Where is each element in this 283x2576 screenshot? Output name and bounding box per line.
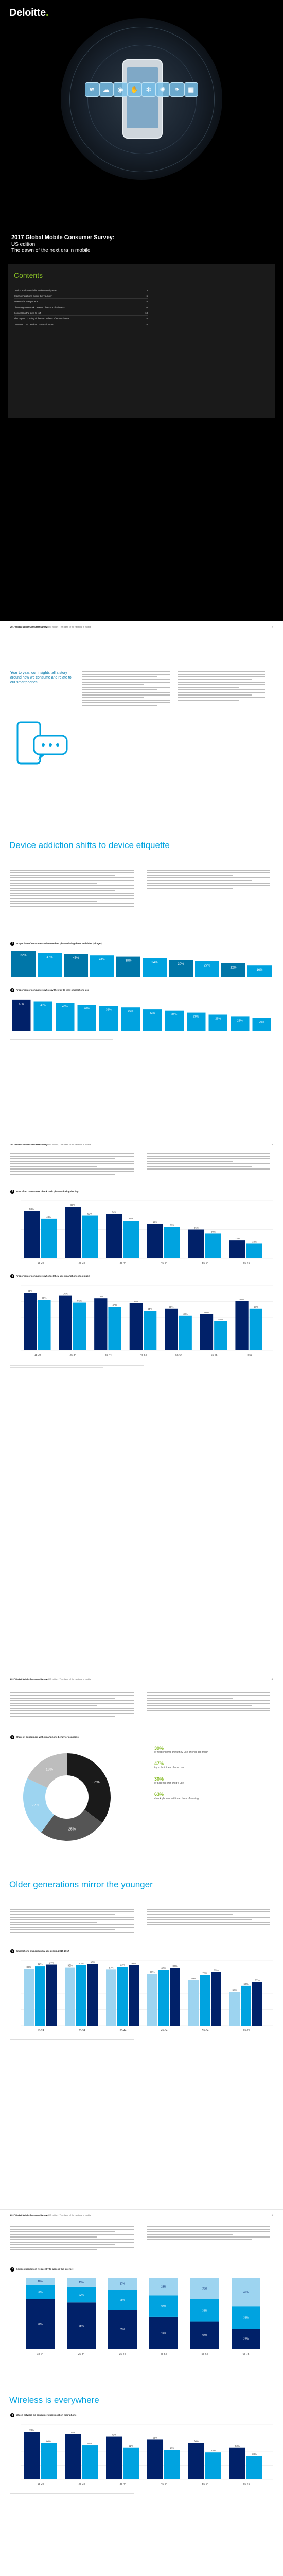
fig5-slice-label: 35% (92, 1781, 100, 1785)
fig8-category-label: 45-54 (161, 2483, 168, 2486)
fig2-value-label: 20% (259, 1021, 265, 1024)
fig6-category-label: 65-75 (243, 2029, 250, 2032)
toc-item-page: 15 (145, 317, 148, 320)
toc-item-page: 8 (146, 300, 148, 303)
fig7-segment-label: 65% (78, 2325, 84, 2328)
section-title-older-generations: Older generations mirror the younger (9, 1879, 153, 1889)
fig4-bar (130, 1303, 143, 1350)
fig7-segment-label: 30% (161, 2305, 167, 2309)
running-header: 2017 Global Mobile Consumer Survey: US edition | The dawn of the next era in mobile (10, 2214, 92, 2216)
toc-item[interactable] (14, 316, 148, 321)
body-text-col-1 (10, 1152, 134, 1176)
toc-item-label: The beyond coming of the second era of smartphones (14, 317, 69, 320)
table-of-contents (14, 287, 148, 327)
fig3-bar (229, 1240, 245, 1258)
figure-4-chart (10, 1281, 273, 1359)
figure-7-title: 7 Devices used most frequently to access the internet (10, 2267, 73, 2272)
fig5-stat-label: check phones within an hour of waking (154, 1797, 199, 1800)
fig8-bar (164, 2450, 180, 2479)
fig3-bar (82, 1216, 98, 1258)
section-title-wireless: Wireless is everywhere (9, 2395, 99, 2405)
section-title-device-addiction: Device addiction shifts to device etiquette (9, 840, 170, 850)
fig4-bar (179, 1316, 192, 1350)
fig8-bar (188, 2443, 204, 2479)
camera-icon: ◉ (113, 82, 128, 97)
fig4-value-label: 50% (204, 1311, 209, 1314)
fig6-bar (158, 1970, 169, 2026)
figure-1-chart (10, 948, 273, 979)
fig5-stat (154, 1761, 268, 1769)
fig6-value-label: 52% (232, 1989, 237, 1992)
fig6-value-label: 91% (120, 1963, 125, 1967)
fig6-bar (229, 1992, 240, 2026)
fig3-value-label: 52% (87, 1212, 93, 1215)
fig5-stat-value: 39% (154, 1745, 164, 1751)
fig7-segment-label: 17% (119, 2282, 126, 2286)
fig3-bar (188, 1230, 204, 1259)
fig8-bar (24, 2432, 40, 2479)
fig5-donut-slice (67, 1753, 111, 1823)
fig6-value-label: 87% (109, 1966, 114, 1969)
fig4-value-label: 48% (183, 1312, 188, 1315)
fig5-stat (154, 1745, 268, 1754)
fig5-stat-value: 47% (154, 1761, 164, 1766)
fig6-value-label: 62% (243, 1982, 249, 1985)
body-text-col-2 (178, 670, 265, 702)
fig7-segment-label: 25% (161, 2285, 167, 2289)
cover-subtitle: The dawn of the next era in mobile (11, 248, 91, 253)
body-text-col-1b (10, 1908, 134, 1935)
fig7-segment-label: 22% (78, 2294, 84, 2297)
fig4-value-label: 70% (42, 1297, 47, 1299)
fig5-slice-label: 22% (31, 1803, 39, 1807)
link-icon: ⚭ (170, 82, 184, 97)
fig7-category-label: 18-24 (37, 2353, 44, 2356)
wifi-icon: ≋ (85, 82, 99, 97)
fig6-bar (211, 1972, 221, 2026)
fig4-category-label: 65-75 (210, 1354, 218, 1357)
fig4-bar (235, 1301, 248, 1350)
fig3-value-label: 38% (169, 1224, 175, 1227)
toc-item-label: Choosing a network: Down to the core of wireless (14, 306, 65, 309)
bubble-tail (38, 754, 45, 760)
fig3-value-label: 30% (210, 1230, 216, 1233)
figure-5-donut (15, 1745, 118, 1849)
fig8-value-label: 60% (46, 2439, 51, 2443)
toc-item-label: Wireless is everywhere (14, 300, 38, 303)
fig3-value-label: 42% (152, 1221, 158, 1224)
fig2-value-label: 33% (149, 1012, 155, 1015)
fig4-value-label: 55% (148, 1308, 153, 1310)
fig3-bar (123, 1221, 139, 1258)
fig1-value-label: 52% (20, 954, 27, 957)
fig6-value-label: 90% (67, 1964, 73, 1967)
fig8-value-label: 52% (128, 2444, 134, 2447)
body-text-col-1 (82, 670, 170, 707)
toc-item[interactable] (14, 304, 148, 310)
bubble-dot (49, 743, 52, 747)
figure-8-title: 8 Which network do consumers use most on their phone (10, 2413, 77, 2417)
fig7-category-label: 55-64 (201, 2353, 208, 2356)
fig6-bar (188, 1980, 199, 2026)
running-header: 2017 Global Mobile Consumer Survey: US edition | The dawn of the next era in mobile (10, 1143, 92, 1146)
fig6-category-label: 25-34 (78, 2029, 85, 2032)
fig8-value-label: 48% (169, 2447, 175, 2450)
report-page-2 (0, 621, 283, 1139)
toc-item-label: Connecting the dots to IoT (14, 311, 41, 314)
fig3-bar (205, 1233, 221, 1258)
body-text-col-1 (10, 2225, 134, 2252)
fig6-bar (241, 1986, 251, 2026)
fig1-value-label: 45% (73, 957, 79, 960)
toc-item-page: 18 (145, 323, 148, 326)
fig2-value-label: 47% (18, 1002, 24, 1006)
figure-2-chart (10, 995, 273, 1034)
fig4-bar (73, 1303, 86, 1350)
fig4-bar (200, 1314, 213, 1350)
toc-item-label: Contacts: The Deloitte US contributors (14, 323, 54, 326)
figure-1-title: 1 Proportion of consumers who use their phone during these activities (all ages) (10, 942, 102, 946)
fig2-value-label: 28% (193, 1015, 199, 1019)
body-text-col-1 (10, 1691, 134, 1718)
fig4-bar (214, 1321, 227, 1350)
toc-item-page: 3 (146, 289, 148, 292)
fig5-slice-label: 18% (45, 1768, 53, 1772)
fig5-stat (154, 1792, 268, 1800)
fig4-value-label: 68% (239, 1298, 244, 1301)
report-page-4 (0, 1673, 283, 2209)
fig8-category-label: 65-75 (243, 2483, 250, 2486)
fig4-category-label: 45-54 (140, 1354, 147, 1357)
toc-item[interactable] (14, 321, 148, 327)
fig5-stat (154, 1776, 268, 1785)
fig3-bar (24, 1211, 40, 1258)
figure-8-chart (10, 2420, 273, 2487)
fig8-value-label: 60% (193, 2439, 199, 2443)
deloitte-logo: Deloitte. (9, 7, 49, 19)
fig5-stat-label: of respondents think they use phones too much (154, 1751, 209, 1754)
page-number: 2 (271, 625, 273, 628)
fig7-segment-label: 32% (243, 2316, 249, 2320)
fig7-segment-label: 70% (37, 2323, 43, 2326)
fig8-value-label: 74% (70, 2431, 76, 2434)
fig2-value-label: 45% (40, 1004, 46, 1007)
fig8-value-label: 65% (152, 2436, 158, 2439)
fig4-category-label: Total (246, 1354, 252, 1357)
fig3-value-label: 54% (111, 1211, 117, 1214)
fig6-bar (35, 1966, 45, 2026)
fig6-value-label: 86% (161, 1967, 166, 1970)
toc-item[interactable] (14, 293, 148, 299)
fig1-bar (221, 963, 245, 977)
fig6-value-label: 67% (255, 1979, 260, 1982)
toc-item[interactable] (14, 287, 148, 293)
fig6-bar (87, 1964, 98, 2026)
running-header: 2017 Global Mobile Consumer Survey: US edition | The dawn of the next era in mobile (10, 625, 92, 628)
fig2-value-label: 40% (84, 1007, 90, 1010)
figure-7-chart (10, 2275, 273, 2357)
fig6-bar (200, 1975, 210, 2026)
toc-item-page: 10 (145, 306, 148, 309)
fig5-slice-label: 25% (68, 1827, 76, 1832)
figure-3-chart (10, 1197, 273, 1266)
fig7-segment-label: 45% (161, 2331, 167, 2335)
fig2-value-label: 25% (215, 1017, 221, 1021)
fig8-category-label: 55-64 (202, 2483, 209, 2486)
fig8-bar (41, 2443, 57, 2479)
contents-box (8, 264, 275, 418)
fig7-category-label: 65-75 (242, 2353, 250, 2356)
fig6-category-label: 45-54 (161, 2029, 168, 2032)
fig7-segment-label: 28% (119, 2298, 126, 2302)
body-text-col-2 (147, 1152, 270, 1171)
fig3-value-label: 58% (29, 1208, 34, 1211)
fig8-category-label: 18-24 (37, 2483, 44, 2486)
fig4-bar (94, 1298, 107, 1350)
fig3-bar (246, 1243, 262, 1258)
figure-8-note (10, 2492, 134, 2496)
cover-edition: US edition (11, 242, 36, 247)
fig6-bar (106, 1969, 116, 2026)
fig2-bar (253, 1018, 272, 1031)
fig4-value-label: 72% (98, 1295, 103, 1298)
fig7-segment-label: 30% (202, 2287, 208, 2291)
body-text-col-2 (147, 2225, 270, 2242)
fig3-value-label: 35% (193, 1226, 199, 1229)
fig8-category-label: 35-44 (119, 2483, 127, 2486)
fig5-stat-value: 30% (154, 1776, 164, 1782)
fig2-value-label: 31% (171, 1013, 178, 1016)
fig7-segment-label: 55% (119, 2328, 126, 2332)
fig8-bar (123, 2448, 139, 2479)
fig3-value-label: 63% (70, 1204, 76, 1207)
fig6-bar (252, 1982, 262, 2026)
grid-icon: ▦ (184, 82, 199, 97)
fig4-category-label: 18-24 (34, 1354, 41, 1357)
fig8-value-label: 38% (252, 2453, 257, 2456)
figure-5-stats (154, 1745, 268, 1807)
chat-phone-illustration (14, 719, 76, 776)
fig6-bar (117, 1967, 128, 2026)
fig3-bar (41, 1219, 57, 1258)
fig3-category-label: 18-24 (37, 1262, 44, 1265)
cover-icon-row (85, 82, 198, 99)
fig7-segment-label: 40% (243, 2291, 249, 2294)
fig4-value-label: 58% (169, 1305, 174, 1308)
body-text-col-1b (10, 869, 134, 908)
fig3-category-label: 35-44 (119, 1262, 127, 1265)
figure-6-note (10, 2038, 134, 2042)
fig6-value-label: 78% (202, 1972, 207, 1975)
fig8-bar (205, 2452, 221, 2479)
fig2-value-label: 22% (237, 1019, 243, 1023)
fig6-value-label: 94% (49, 1961, 54, 1964)
fig6-value-label: 83% (214, 1969, 219, 1972)
bubble-dot (42, 743, 45, 747)
fig4-bar (165, 1309, 178, 1350)
fig3-category-label: 45-54 (161, 1262, 168, 1265)
fig1-value-label: 27% (204, 964, 210, 968)
fig8-value-label: 44% (210, 2449, 216, 2452)
page-number: 5 (271, 2214, 273, 2216)
fig6-value-label: 93% (131, 1962, 136, 1965)
fig4-value-label: 60% (112, 1304, 117, 1307)
intro-quote: Year to year, our insights tell a story around how we consume and relate to our smartphones. (10, 671, 72, 684)
figure-6-chart (10, 1957, 273, 2034)
fig3-bar (164, 1227, 180, 1258)
fig8-category-label: 25-34 (78, 2483, 85, 2486)
fig4-category-label: 35-44 (105, 1354, 112, 1357)
fig8-bar (106, 2437, 122, 2479)
fig6-value-label: 88% (26, 1965, 31, 1969)
fig4-value-label: 65% (133, 1300, 138, 1303)
fig4-bar (24, 1293, 37, 1350)
fig3-category-label: 65-75 (243, 1262, 250, 1265)
fig4-value-label: 40% (218, 1318, 223, 1321)
fig6-value-label: 80% (150, 1971, 155, 1974)
fig4-value-label: 80% (28, 1290, 33, 1292)
figure-5-title: 5 Share of consumers with smartphone behavior concerns (10, 1735, 79, 1739)
fig6-category-label: 18-24 (37, 2029, 44, 2032)
fig1-bar (195, 961, 219, 977)
fig4-value-label: 66% (77, 1299, 82, 1302)
fig4-bar (108, 1307, 121, 1350)
fig6-bar (129, 1965, 139, 2026)
fig6-bar (24, 1969, 34, 2026)
fig7-segment-label: 32% (202, 2309, 208, 2313)
body-text-col-2 (147, 1691, 270, 1713)
fig8-bar (147, 2439, 163, 2479)
fig3-value-label: 46% (128, 1217, 134, 1221)
cover-title: 2017 Global Mobile Consumer Survey: (11, 234, 115, 241)
fig7-segment-label: 20% (37, 2291, 43, 2294)
cover-page (0, 0, 283, 621)
body-text-col-2b (147, 869, 270, 890)
fig1-value-label: 47% (46, 956, 53, 959)
fig6-category-label: 35-44 (119, 2029, 127, 2032)
fig8-bar (246, 2456, 262, 2479)
fig8-bar (229, 2448, 245, 2479)
fig6-value-label: 89% (172, 1964, 178, 1968)
toc-item[interactable] (14, 310, 148, 316)
fig7-category-label: 45-54 (160, 2353, 167, 2356)
report-page-5 (0, 2209, 283, 2576)
fig5-stat-value: 63% (154, 1792, 164, 1797)
fig4-bar (250, 1309, 262, 1350)
body-text-col-2b (147, 1908, 270, 1927)
fan-icon: ✺ (156, 82, 170, 97)
fig1-value-label: 34% (151, 961, 158, 964)
fig5-stat-label: try to limit their phone use (154, 1766, 184, 1769)
fig2-value-label: 43% (62, 1005, 68, 1009)
page-number: 4 (271, 1677, 273, 1680)
fig7-segment-label: 13% (78, 2281, 84, 2284)
toc-item-page: 13 (145, 311, 148, 314)
fig6-category-label: 55-64 (202, 2029, 209, 2032)
toc-item-label: Older generations mirror the younger (14, 294, 52, 297)
figure-2-note (10, 1038, 113, 1041)
figure-4-note (10, 1364, 144, 1370)
fig4-value-label: 58% (253, 1305, 258, 1308)
fig3-bar (65, 1207, 81, 1258)
fig1-value-label: 16% (256, 969, 263, 972)
fig2-value-label: 36% (128, 1010, 134, 1013)
fig2-value-label: 38% (105, 1008, 112, 1012)
bubble-dot (56, 743, 59, 747)
running-header: 2017 Global Mobile Consumer Survey: US edition | The dawn of the next era in mobile (10, 1677, 92, 1680)
toc-item-label: Device addiction shifts to device etiquette (14, 289, 57, 292)
report-page-3 (0, 1139, 283, 1673)
fig6-bar (147, 1974, 157, 2026)
fig1-value-label: 22% (230, 966, 237, 970)
fig5-stat-label: of parents limit child's use (154, 1782, 184, 1785)
fig6-bar (65, 1968, 75, 2026)
page-number: 3 (271, 1143, 273, 1146)
figure-3-title: 3 How often consumers check their phones during the day (10, 1190, 79, 1194)
fig4-bar (38, 1300, 50, 1350)
fig4-bar (59, 1296, 72, 1350)
toc-item[interactable] (14, 299, 148, 304)
fig3-value-label: 18% (252, 1240, 257, 1243)
hand-icon: ✋ (128, 82, 142, 97)
contents-heading: Contents (14, 271, 43, 279)
fig6-value-label: 95% (90, 1961, 95, 1964)
fig4-category-label: 25-34 (69, 1354, 77, 1357)
fig3-bar (106, 1214, 122, 1258)
fig4-value-label: 76% (63, 1292, 68, 1295)
fig1-value-label: 38% (125, 959, 132, 963)
figure-2-title: 2 Proportion of consumers who say they try to limit smartphone use (10, 988, 89, 992)
fig8-value-label: 78% (29, 2429, 34, 2432)
fig6-bar (46, 1965, 57, 2026)
fig7-category-label: 35-44 (119, 2353, 126, 2356)
fig6-bar (76, 1965, 86, 2026)
fig3-category-label: 55-64 (202, 1262, 209, 1265)
fig7-segment-label: 10% (37, 2280, 43, 2283)
fig1-value-label: 41% (99, 958, 105, 962)
fig6-value-label: 93% (79, 1962, 84, 1965)
fig8-value-label: 70% (111, 2433, 117, 2436)
fig8-bar (65, 2434, 81, 2479)
fig6-value-label: 92% (38, 1963, 43, 1966)
fig8-bar (82, 2445, 98, 2479)
fig3-category-label: 25-34 (78, 1262, 85, 1265)
fig3-bar (147, 1224, 163, 1258)
cloud-icon: ☁ (99, 82, 114, 97)
snowflake-icon: ❄ (142, 82, 156, 97)
fig7-segment-label: 28% (243, 2337, 249, 2341)
fig4-category-label: 55-64 (175, 1354, 182, 1357)
fig7-category-label: 25-34 (78, 2353, 85, 2356)
figure-4-title: 4 Proportion of consumers who feel they use smartphones too much (10, 1274, 90, 1278)
fig1-value-label: 30% (178, 963, 184, 966)
phone-illustration (122, 59, 163, 139)
fig6-value-label: 70% (191, 1977, 196, 1980)
fig8-value-label: 56% (87, 2442, 93, 2445)
toc-item-page: 6 (146, 294, 148, 297)
fig4-bar (144, 1311, 156, 1350)
fig6-bar (170, 1968, 180, 2026)
figure-6-title: 6 Smartphone ownership by age group, 2015-2017 (10, 1949, 69, 1953)
fig3-value-label: 22% (235, 1237, 240, 1240)
fig7-segment-label: 38% (202, 2334, 208, 2337)
fig3-value-label: 48% (46, 1215, 51, 1218)
fig8-value-label: 52% (235, 2444, 240, 2447)
